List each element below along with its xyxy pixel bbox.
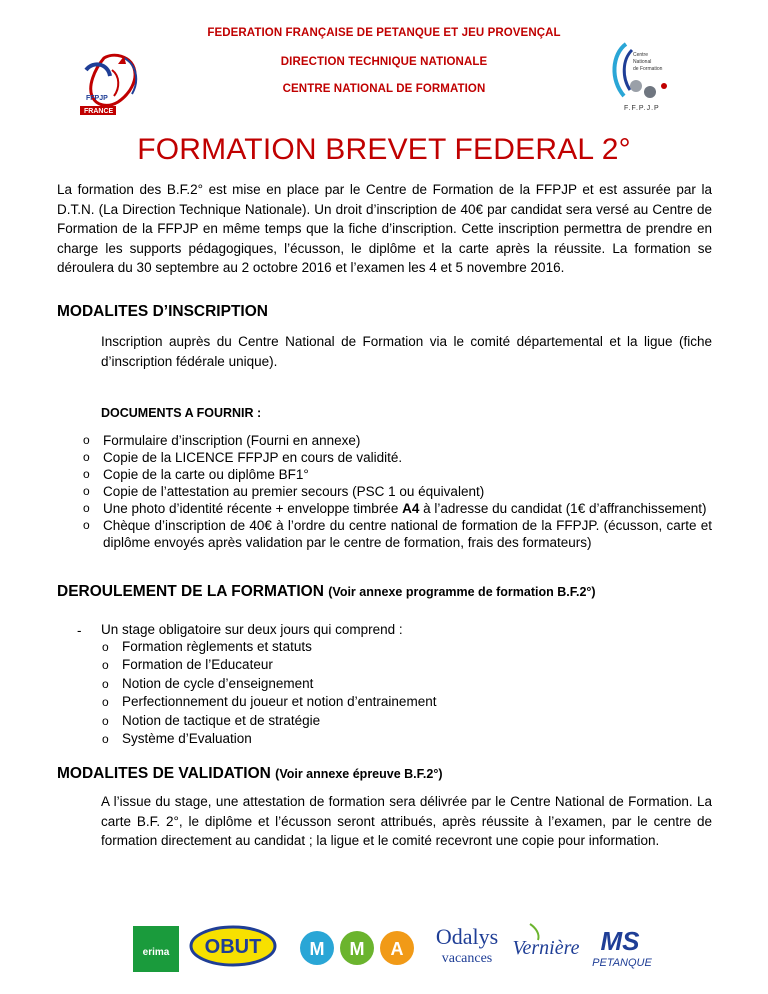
- list-item: o Copie de la LICENCE FFPJP en cours de validité.: [81, 449, 712, 466]
- petanque-text: PETANQUE: [592, 957, 652, 969]
- intro-paragraph: La formation des B.F.2° est mise en place par le Centre de Formation de la FFPJP et est assurée par la D.T.N. (La Direction Technique Nationale). Un droit d’inscription de 40€ par candidat sera versé au Centre de Formation de la FFPJP en même temps que la fiche d’inscription. Cette inscription permettra de prendre en charge les supports pédagogiques, l’écusson, le diplôme et la carte après la réussite. La formation se déroulera du 30 septembre au 2 octobre 2016 et l’examen les 4 et 5 novembre 2016.: [57, 182, 712, 275]
- sponsors-strip: [0, 920, 768, 976]
- obut-text: OBUT: [204, 936, 262, 958]
- boule-icon: [644, 86, 656, 98]
- documents-title: DOCUMENTS A FOURNIR :: [101, 406, 262, 420]
- list-item: o Formation de l’Educateur: [100, 656, 700, 674]
- deroulement-heading: [57, 583, 596, 601]
- formation-items-list: [100, 638, 700, 748]
- m-logo-teal: [300, 931, 334, 965]
- dash-bullet: -: [77, 623, 82, 638]
- inscription-heading: MODALITES D’INSCRIPTION: [57, 303, 268, 320]
- list-item: o Perfectionnement du joueur et notion d’entrainement: [100, 693, 700, 711]
- ms-petanque-logo: [592, 926, 652, 969]
- validation-heading-main: MODALITES DE VALIDATION: [57, 765, 271, 782]
- deroulement-heading-main: DEROULEMENT DE LA FORMATION: [57, 583, 324, 600]
- validation-text: A l’issue du stage, une attestation de formation sera délivrée par le Centre National de Formation. La carte B.F. 2°, le diplôme et l’écusson seront attribués, après réussite à l’examen, par le centre de formation directement au candidat ; la ligue et le comité recevront une copie pour information.: [101, 794, 712, 848]
- logo-right-line2: National: [633, 59, 652, 65]
- photo-text-after: à l’adresse du candidat (1€ d’affranchissement): [419, 501, 707, 516]
- erima-logo: [133, 926, 179, 972]
- centre-name: CENTRE NATIONAL DE FORMATION: [282, 83, 486, 95]
- m1-text: M: [309, 939, 325, 959]
- inscription-text: Inscription auprès du Centre National de Formation via le comité départemental et la ligue (fiche d’inscription fédérale unique).: [101, 334, 712, 369]
- list-item: o Système d’Evaluation: [100, 730, 700, 748]
- stage-text: Un stage obligatoire sur deux jours qui comprend :: [101, 622, 403, 637]
- direction-name: DIRECTION TECHNIQUE NATIONALE: [280, 56, 488, 68]
- page-title: FORMATION BREVET FEDERAL 2°: [137, 133, 631, 166]
- list-item: o Notion de tactique et de stratégie: [100, 712, 700, 730]
- ms-text: MS: [600, 926, 640, 956]
- ffpjp-rooster-logo: [74, 50, 160, 122]
- m2-text: M: [349, 939, 365, 959]
- logo-left-top-text: FFPJP: [86, 95, 108, 102]
- logo-right-caption: F.F.P.J.P: [624, 105, 660, 112]
- verniere-text: Vernière: [512, 937, 580, 959]
- logo-right-line3: de Formation: [633, 66, 663, 72]
- boule-icon: [630, 80, 642, 92]
- cochonnet-icon: [661, 83, 667, 89]
- verniere-logo: [512, 924, 579, 959]
- list-item: o Chèque d’inscription de 40€ à l’ordre du centre national de formation de la FFPJP. (écusson, carte et diplôme envoyés après validation par le centre de formation, frais des formateurs): [81, 517, 712, 551]
- documents-list: [81, 432, 712, 551]
- list-item: o Notion de cycle d’enseignement: [100, 675, 700, 693]
- list-item: o Formulaire d’inscription (Fourni en annexe): [81, 432, 712, 449]
- erima-text: erima: [142, 947, 170, 958]
- federation-name: FEDERATION FRANÇAISE DE PETANQUE ET JEU PROVENÇAL: [207, 27, 561, 39]
- odalys-text: Odalys: [435, 924, 499, 949]
- odalys-logo: [436, 924, 498, 966]
- list-item: [81, 500, 712, 517]
- a-logo-orange: [380, 931, 414, 965]
- photo-text-before: Une photo d’identité récente + enveloppe timbrée: [103, 501, 403, 516]
- list-item: o Copie de la carte ou diplôme BF1°: [81, 466, 712, 483]
- logo-right-line1: Centre: [633, 52, 649, 58]
- logo-left-bottom-text: FRANCE: [84, 108, 114, 115]
- centre-national-formation-logo: [606, 40, 686, 116]
- validation-heading: [57, 765, 442, 783]
- deroulement-heading-sub: (Voir annexe programme de formation B.F.2°): [328, 585, 596, 599]
- odalys-sub-text: vacances: [441, 951, 493, 966]
- list-item: o Copie de l’attestation au premier secours (PSC 1 ou équivalent): [81, 483, 712, 500]
- m-logo-green: [340, 931, 374, 965]
- list-item: o Formation règlements et statuts: [100, 638, 700, 656]
- a-text: A: [390, 939, 404, 959]
- photo-text-bold: A4: [402, 501, 420, 516]
- obut-logo: [191, 927, 275, 965]
- validation-heading-sub: (Voir annexe épreuve B.F.2°): [275, 767, 443, 781]
